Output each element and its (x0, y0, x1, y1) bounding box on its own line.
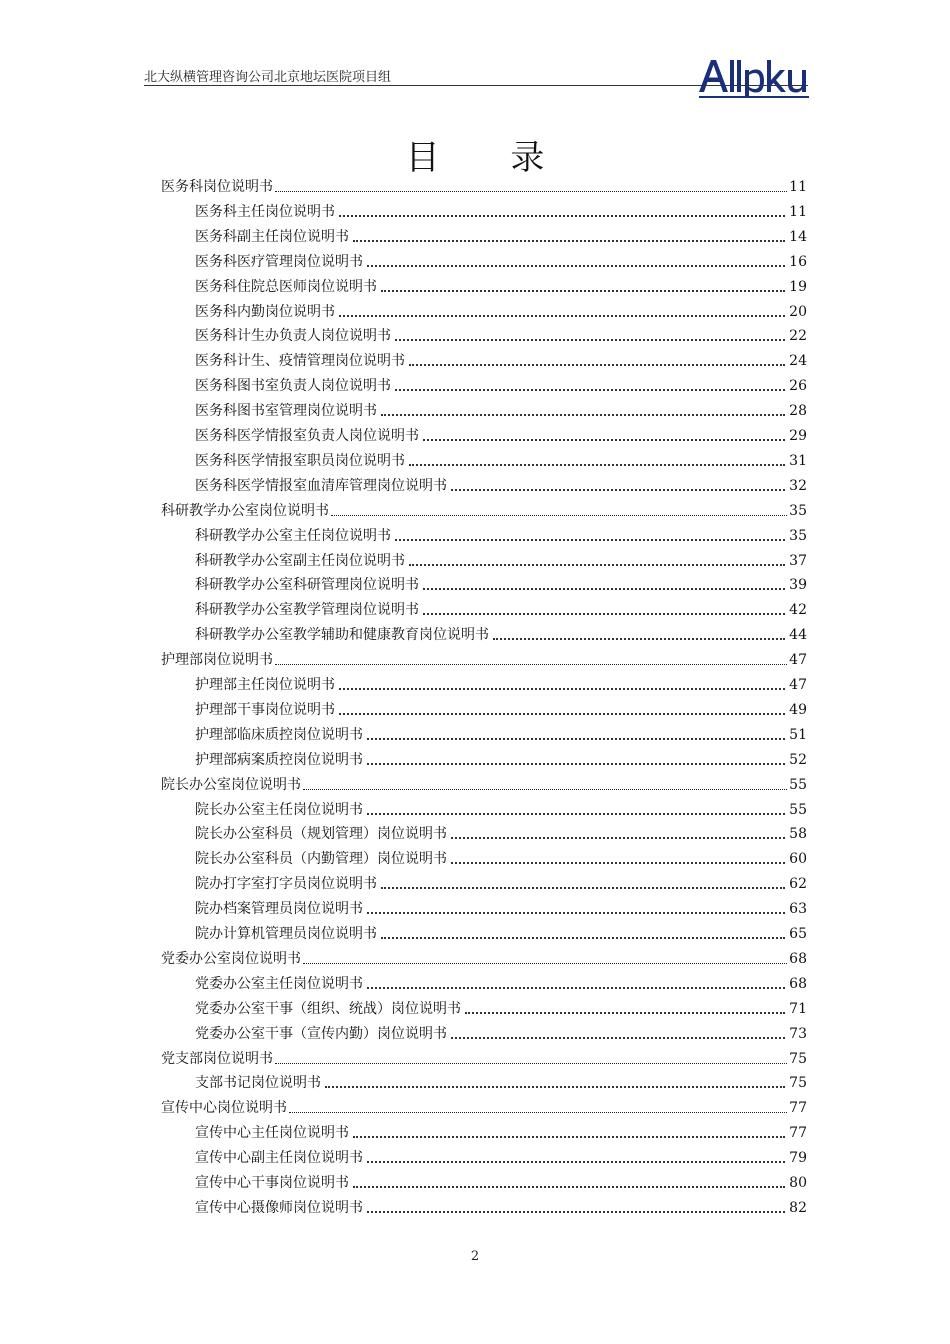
toc-entry-page: 37 (789, 552, 807, 569)
toc-subsection-entry[interactable] (195, 971, 807, 993)
toc-dot-leader (409, 364, 785, 366)
toc-dot-leader (275, 1063, 787, 1064)
toc-subsection-entry[interactable] (195, 722, 807, 744)
toc-dot-leader (367, 987, 785, 989)
toc-entry-page: 29 (789, 428, 807, 444)
allpku-logo (697, 56, 811, 100)
logo-bar-2 (737, 60, 741, 92)
toc-dot-leader (339, 315, 785, 317)
toc-entry-label: 医务科图书室管理岗位说明书 (195, 403, 377, 420)
toc-dot-leader (339, 215, 785, 217)
toc-entry-page: 22 (789, 328, 807, 345)
toc-entry-page: 14 (789, 228, 807, 245)
toc-entry-page: 62 (789, 876, 807, 893)
toc-subsection-entry[interactable] (195, 299, 807, 321)
toc-dot-leader (395, 539, 785, 541)
toc-entry-label: 院办打字室打字员岗位说明书 (195, 876, 377, 893)
toc-section-entry[interactable] (161, 946, 807, 968)
toc-dot-leader (451, 837, 785, 839)
toc-section-entry[interactable] (161, 174, 807, 196)
toc-entry-page: 19 (789, 278, 807, 295)
toc-entry-label: 科研教学办公室教学管理岗位说明书 (195, 602, 419, 619)
toc-entry-page: 79 (789, 1150, 807, 1167)
toc-dot-leader (465, 1012, 785, 1014)
header-org-text: 北大纵横管理咨询公司北京地坛医院项目组 (144, 70, 392, 85)
toc-entry-label: 医务科住院总医师岗位说明书 (195, 278, 377, 295)
toc-dot-leader (275, 664, 787, 665)
toc-subsection-entry[interactable] (195, 249, 807, 271)
toc-dot-leader (423, 439, 785, 441)
toc-dot-leader (339, 713, 785, 715)
logo-letter-u (788, 70, 806, 93)
toc-entry-page: 47 (789, 652, 807, 669)
toc-dot-leader (395, 389, 785, 391)
toc-entry-label: 党委办公室干事（宣传内勤）岗位说明书 (195, 1025, 447, 1042)
toc-entry-page: 75 (789, 1050, 807, 1067)
toc-dot-leader (381, 414, 785, 416)
toc-subsection-entry[interactable] (195, 921, 807, 943)
toc-dot-leader (451, 862, 785, 864)
toc-entry-label: 护理部岗位说明书 (161, 652, 273, 669)
toc-dot-leader (303, 789, 787, 790)
toc-dot-leader (331, 515, 787, 516)
toc-entry-page: 11 (789, 179, 807, 195)
toc-entry-label: 支部书记岗位说明书 (195, 1075, 321, 1092)
toc-entry-label: 党委办公室主任岗位说明书 (195, 975, 363, 992)
toc-entry-page: 20 (789, 303, 807, 320)
toc-entry-label: 科研教学办公室副主任岗位说明书 (195, 552, 405, 569)
toc-subsection-entry[interactable] (195, 1120, 807, 1142)
toc-entry-label: 护理部临床质控岗位说明书 (195, 726, 363, 743)
toc-entry-page: 11 (789, 203, 807, 220)
toc-subsection-entry[interactable] (195, 1195, 807, 1217)
toc-dot-leader (367, 912, 785, 914)
logo-letter-k (767, 60, 786, 92)
toc-dot-leader (381, 290, 785, 292)
toc-subsection-entry[interactable] (195, 597, 807, 619)
toc-subsection-entry[interactable] (195, 821, 807, 843)
toc-entry-page: 58 (789, 826, 807, 843)
toc-entry-label: 医务科计生办负责人岗位说明书 (195, 328, 391, 345)
toc-dot-leader (423, 588, 785, 590)
toc-entry-label: 医务科图书室负责人岗位说明书 (195, 378, 391, 395)
toc-entry-label: 宣传中心干事岗位说明书 (195, 1175, 349, 1191)
toc-entry-label: 宣传中心主任岗位说明书 (195, 1125, 349, 1142)
toc-subsection-entry[interactable] (195, 224, 807, 246)
toc-entry-label: 医务科计生、疫情管理岗位说明书 (195, 353, 405, 370)
toc-entry-label: 院办计算机管理员岗位说明书 (195, 926, 377, 942)
logo-underline (699, 96, 809, 98)
toc-subsection-entry[interactable] (195, 199, 807, 221)
toc-entry-page: 77 (789, 1100, 807, 1117)
toc-entry-label: 医务科医学情报室血清库管理岗位说明书 (195, 477, 447, 494)
toc-entry-page: 65 (789, 926, 807, 942)
toc-entry-label: 宣传中心岗位说明书 (161, 1100, 287, 1117)
toc-entry-label: 护理部干事岗位说明书 (195, 701, 335, 718)
toc-entry-label: 宣传中心摄像师岗位说明书 (195, 1199, 363, 1216)
toc-dot-leader (275, 191, 787, 192)
toc-subsection-entry[interactable] (195, 996, 807, 1018)
toc-subsection-entry[interactable] (195, 672, 807, 694)
toc-entry-label: 院长办公室科员（内勤管理）岗位说明书 (195, 851, 447, 868)
toc-subsection-entry[interactable] (195, 473, 807, 495)
toc-dot-leader (367, 813, 785, 815)
toc-entry-page: 35 (789, 502, 807, 519)
toc-entry-label: 医务科内勤岗位说明书 (195, 303, 335, 320)
toc-entry-page: 71 (789, 1000, 807, 1017)
toc-entry-page: 63 (789, 901, 807, 918)
toc-dot-leader (409, 564, 785, 566)
toc-section-entry[interactable] (161, 1095, 807, 1117)
toc-entry-page: 77 (789, 1125, 807, 1142)
toc-subsection-entry[interactable] (195, 871, 807, 893)
toc-dot-leader (367, 1211, 785, 1213)
toc-entry-page: 82 (789, 1199, 807, 1216)
toc-entry-page: 75 (789, 1075, 807, 1092)
toc-dot-leader (493, 638, 785, 640)
toc-entry-label: 院长办公室科员（规划管理）岗位说明书 (195, 826, 447, 843)
toc-subsection-entry[interactable] (195, 622, 807, 644)
toc-entry-label: 党委办公室干事（组织、统战）岗位说明书 (195, 1000, 461, 1017)
toc-subsection-entry[interactable] (195, 548, 807, 570)
toc-entry-label: 科研教学办公室教学辅助和健康教育岗位说明书 (195, 627, 489, 644)
toc-dot-leader (353, 1136, 785, 1138)
toc-dot-leader (367, 763, 785, 765)
toc-dot-leader (409, 464, 785, 466)
toc-dot-leader (423, 613, 785, 615)
toc-section-entry[interactable] (161, 772, 807, 794)
toc-subsection-entry[interactable] (195, 398, 807, 420)
toc-entry-page: 26 (789, 378, 807, 395)
toc-dot-leader (395, 339, 785, 341)
toc-subsection-entry[interactable] (195, 896, 807, 918)
toc-dot-leader (303, 963, 787, 964)
toc-subsection-entry[interactable] (195, 448, 807, 470)
toc-entry-label: 科研教学办公室主任岗位说明书 (195, 527, 391, 544)
toc-subsection-entry[interactable] (195, 323, 807, 345)
toc-section-entry[interactable] (161, 647, 807, 669)
toc-subsection-entry[interactable] (195, 1170, 807, 1192)
toc-subsection-entry[interactable] (195, 373, 807, 395)
toc-entry-label: 党委办公室岗位说明书 (161, 950, 301, 967)
toc-dot-leader (289, 1112, 787, 1113)
toc-dot-leader (451, 1037, 785, 1039)
toc-entry-label: 医务科医学情报室负责人岗位说明书 (195, 428, 419, 444)
toc-entry-page: 16 (789, 253, 807, 270)
toc-subsection-entry[interactable] (195, 697, 807, 719)
toc-subsection-entry[interactable] (195, 1021, 807, 1043)
toc-entry-page: 73 (789, 1025, 807, 1042)
toc-subsection-entry[interactable] (195, 572, 807, 594)
toc-subsection-entry[interactable] (195, 797, 807, 819)
toc-dot-leader (353, 240, 785, 242)
toc-entry-page: 55 (789, 776, 807, 793)
toc-entry-page: 55 (789, 801, 807, 818)
toc-entry-label: 宣传中心副主任岗位说明书 (195, 1150, 363, 1167)
logo-bar-1 (730, 60, 734, 92)
toc-entry-label: 院长办公室主任岗位说明书 (195, 801, 363, 818)
toc-entry-page: 44 (789, 627, 807, 644)
toc-dot-leader (451, 489, 785, 491)
toc-subsection-entry[interactable] (195, 423, 807, 445)
toc-subsection-entry[interactable] (195, 1145, 807, 1167)
toc-dot-leader (381, 887, 785, 889)
toc-subsection-entry[interactable] (195, 1070, 807, 1092)
toc-entry-label: 护理部主任岗位说明书 (195, 677, 335, 693)
toc-subsection-entry[interactable] (195, 348, 807, 370)
toc-entry-page: 31 (789, 452, 807, 469)
toc-entry-page: 39 (789, 577, 807, 594)
toc-entry-label: 科研教学办公室科研管理岗位说明书 (195, 577, 419, 594)
toc-dot-leader (367, 1161, 785, 1163)
toc-entry-label: 医务科副主任岗位说明书 (195, 228, 349, 245)
toc-subsection-entry[interactable] (195, 846, 807, 868)
toc-dot-leader (367, 265, 785, 267)
toc-entry-page: 42 (789, 602, 807, 619)
toc-subsection-entry[interactable] (195, 523, 807, 545)
toc-section-entry[interactable] (161, 1046, 807, 1068)
toc-dot-leader (339, 688, 785, 690)
toc-subsection-entry[interactable] (195, 274, 807, 296)
toc-dot-leader (353, 1186, 785, 1188)
toc-entry-label: 医务科主任岗位说明书 (195, 203, 335, 220)
toc-entry-label: 院长办公室岗位说明书 (161, 776, 301, 793)
toc-entry-page: 80 (789, 1175, 807, 1191)
toc-entry-page: 60 (789, 851, 807, 868)
toc-entry-label: 医务科岗位说明书 (161, 179, 273, 195)
page-title: 目 录 (405, 138, 575, 178)
toc-entry-label: 护理部病案质控岗位说明书 (195, 751, 363, 768)
toc-dot-leader (381, 937, 785, 939)
logo-letter-a (699, 60, 728, 92)
toc-entry-label: 医务科医疗管理岗位说明书 (195, 253, 363, 270)
toc-entry-page: 51 (789, 726, 807, 743)
toc-subsection-entry[interactable] (195, 747, 807, 769)
toc-entry-page: 68 (789, 975, 807, 992)
toc-entry-page: 49 (789, 701, 807, 718)
toc-entry-page: 28 (789, 403, 807, 420)
toc-entry-label: 党支部岗位说明书 (161, 1050, 273, 1067)
toc-entry-page: 68 (789, 950, 807, 967)
toc-entry-page: 35 (789, 527, 807, 544)
toc-entry-page: 52 (789, 751, 807, 768)
toc-entry-page: 32 (789, 477, 807, 494)
toc-entry-label: 医务科医学情报室职员岗位说明书 (195, 452, 405, 469)
toc-entry-page: 24 (789, 353, 807, 370)
toc-entry-page: 47 (789, 677, 807, 693)
toc-dot-leader (367, 738, 785, 740)
toc-entry-label: 院办档案管理员岗位说明书 (195, 901, 363, 918)
toc-entry-label: 科研教学办公室岗位说明书 (161, 502, 329, 519)
footer-page-number: 2 (470, 1249, 480, 1264)
toc-section-entry[interactable] (161, 498, 807, 520)
logo-letter-p (745, 70, 764, 99)
toc-dot-leader (325, 1086, 785, 1088)
